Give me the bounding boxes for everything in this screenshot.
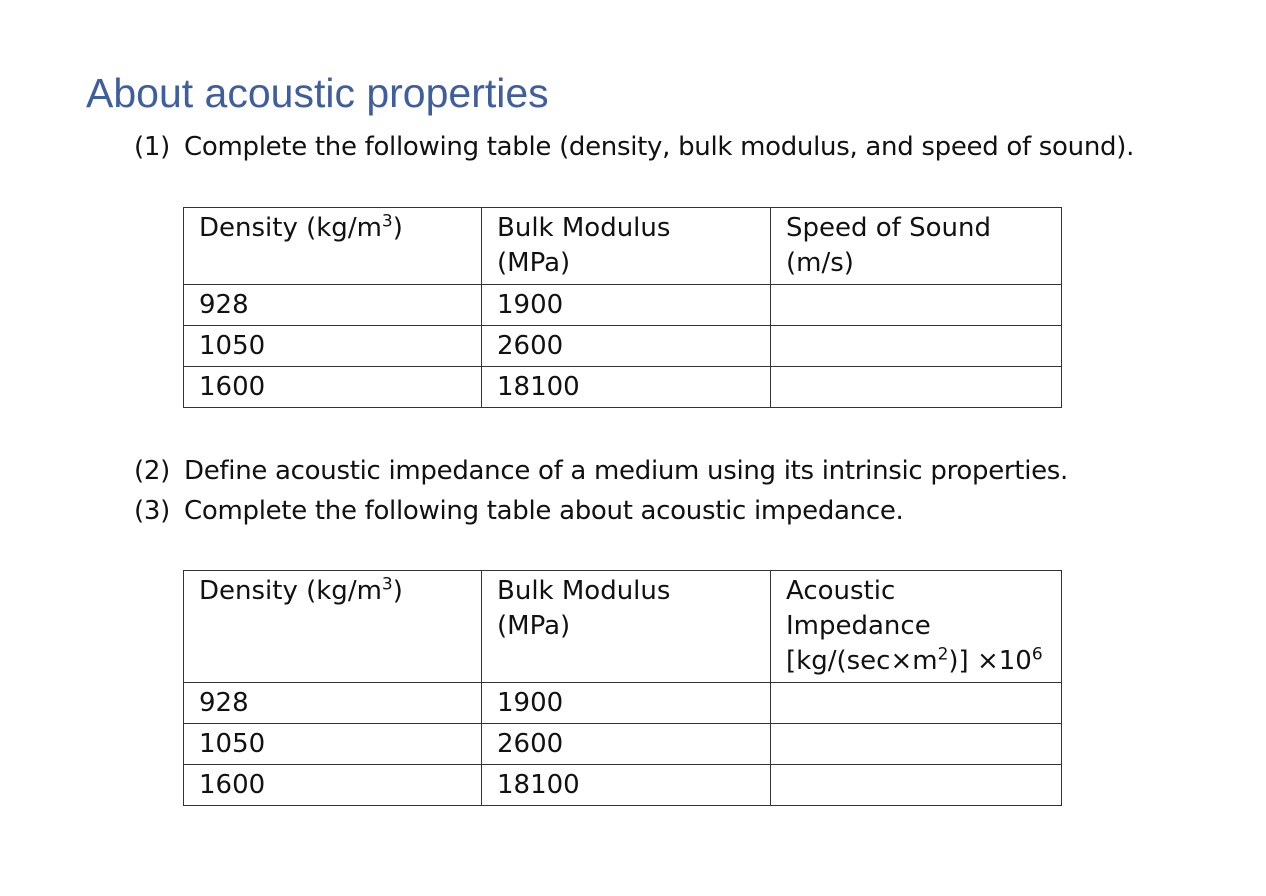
header-text: Impedance xyxy=(786,611,931,641)
speed-of-sound-table xyxy=(183,207,1062,408)
header-speed-of-sound xyxy=(771,208,1062,285)
table-row xyxy=(184,285,1062,326)
header-text: Speed of Sound xyxy=(786,213,991,243)
question-number: (1) xyxy=(134,132,170,162)
cell-bulk-modulus: 2600 xyxy=(482,326,771,367)
cell-bulk-modulus: 1900 xyxy=(482,683,771,724)
cell-bulk-modulus: 18100 xyxy=(482,367,771,408)
question-1 xyxy=(134,130,1134,164)
cell-density: 1600 xyxy=(184,765,482,806)
header-text: Density (kg/m xyxy=(199,213,382,243)
cell-acoustic-impedance[interactable] xyxy=(771,724,1062,765)
header-text: ) xyxy=(392,213,403,243)
cell-bulk-modulus: 18100 xyxy=(482,765,771,806)
header-text: Bulk Modulus xyxy=(497,576,671,606)
cell-acoustic-impedance[interactable] xyxy=(771,765,1062,806)
table-row xyxy=(184,326,1062,367)
question-number: (2) xyxy=(134,456,170,486)
header-text: )] ×10 xyxy=(948,646,1032,676)
header-text: [kg/(sec×m xyxy=(786,646,938,676)
cell-speed-of-sound[interactable] xyxy=(771,367,1062,408)
cell-density: 1050 xyxy=(184,724,482,765)
cell-bulk-modulus: 1900 xyxy=(482,285,771,326)
table-header-row xyxy=(184,571,1062,683)
table-row xyxy=(184,765,1062,806)
header-acoustic-impedance xyxy=(771,571,1062,683)
question-text: Complete the following table about acoustic impedance. xyxy=(184,496,904,526)
question-3 xyxy=(134,494,904,528)
header-text: ) xyxy=(392,576,403,606)
question-number: (3) xyxy=(134,496,170,526)
superscript: 3 xyxy=(381,574,393,595)
header-density xyxy=(184,208,482,285)
superscript: 2 xyxy=(937,644,949,665)
header-text: (MPa) xyxy=(497,611,571,641)
question-2 xyxy=(134,454,1068,488)
header-bulk-modulus xyxy=(482,571,771,683)
cell-density: 928 xyxy=(184,683,482,724)
table-row xyxy=(184,724,1062,765)
header-units xyxy=(786,644,1061,679)
header-text: Density (kg/m xyxy=(199,576,382,606)
superscript: 3 xyxy=(381,211,393,232)
superscript: 6 xyxy=(1031,644,1043,665)
cell-speed-of-sound[interactable] xyxy=(771,326,1062,367)
cell-density: 1600 xyxy=(184,367,482,408)
question-text: Define acoustic impedance of a medium using its intrinsic properties. xyxy=(184,456,1069,486)
table-header-row xyxy=(184,208,1062,285)
cell-density: 928 xyxy=(184,285,482,326)
cell-speed-of-sound[interactable] xyxy=(771,285,1062,326)
cell-density: 1050 xyxy=(184,326,482,367)
header-text: Acoustic xyxy=(786,576,896,606)
cell-bulk-modulus: 2600 xyxy=(482,724,771,765)
page-title: About acoustic properties xyxy=(86,70,549,116)
table-row xyxy=(184,683,1062,724)
header-text: (MPa) xyxy=(497,248,571,278)
table-row xyxy=(184,367,1062,408)
header-text: Bulk Modulus xyxy=(497,213,671,243)
question-text: Complete the following table (density, bulk modulus, and speed of sound). xyxy=(184,132,1135,162)
header-text: (m/s) xyxy=(786,248,854,278)
cell-acoustic-impedance[interactable] xyxy=(771,683,1062,724)
header-density xyxy=(184,571,482,683)
header-bulk-modulus xyxy=(482,208,771,285)
acoustic-impedance-table xyxy=(183,570,1062,806)
